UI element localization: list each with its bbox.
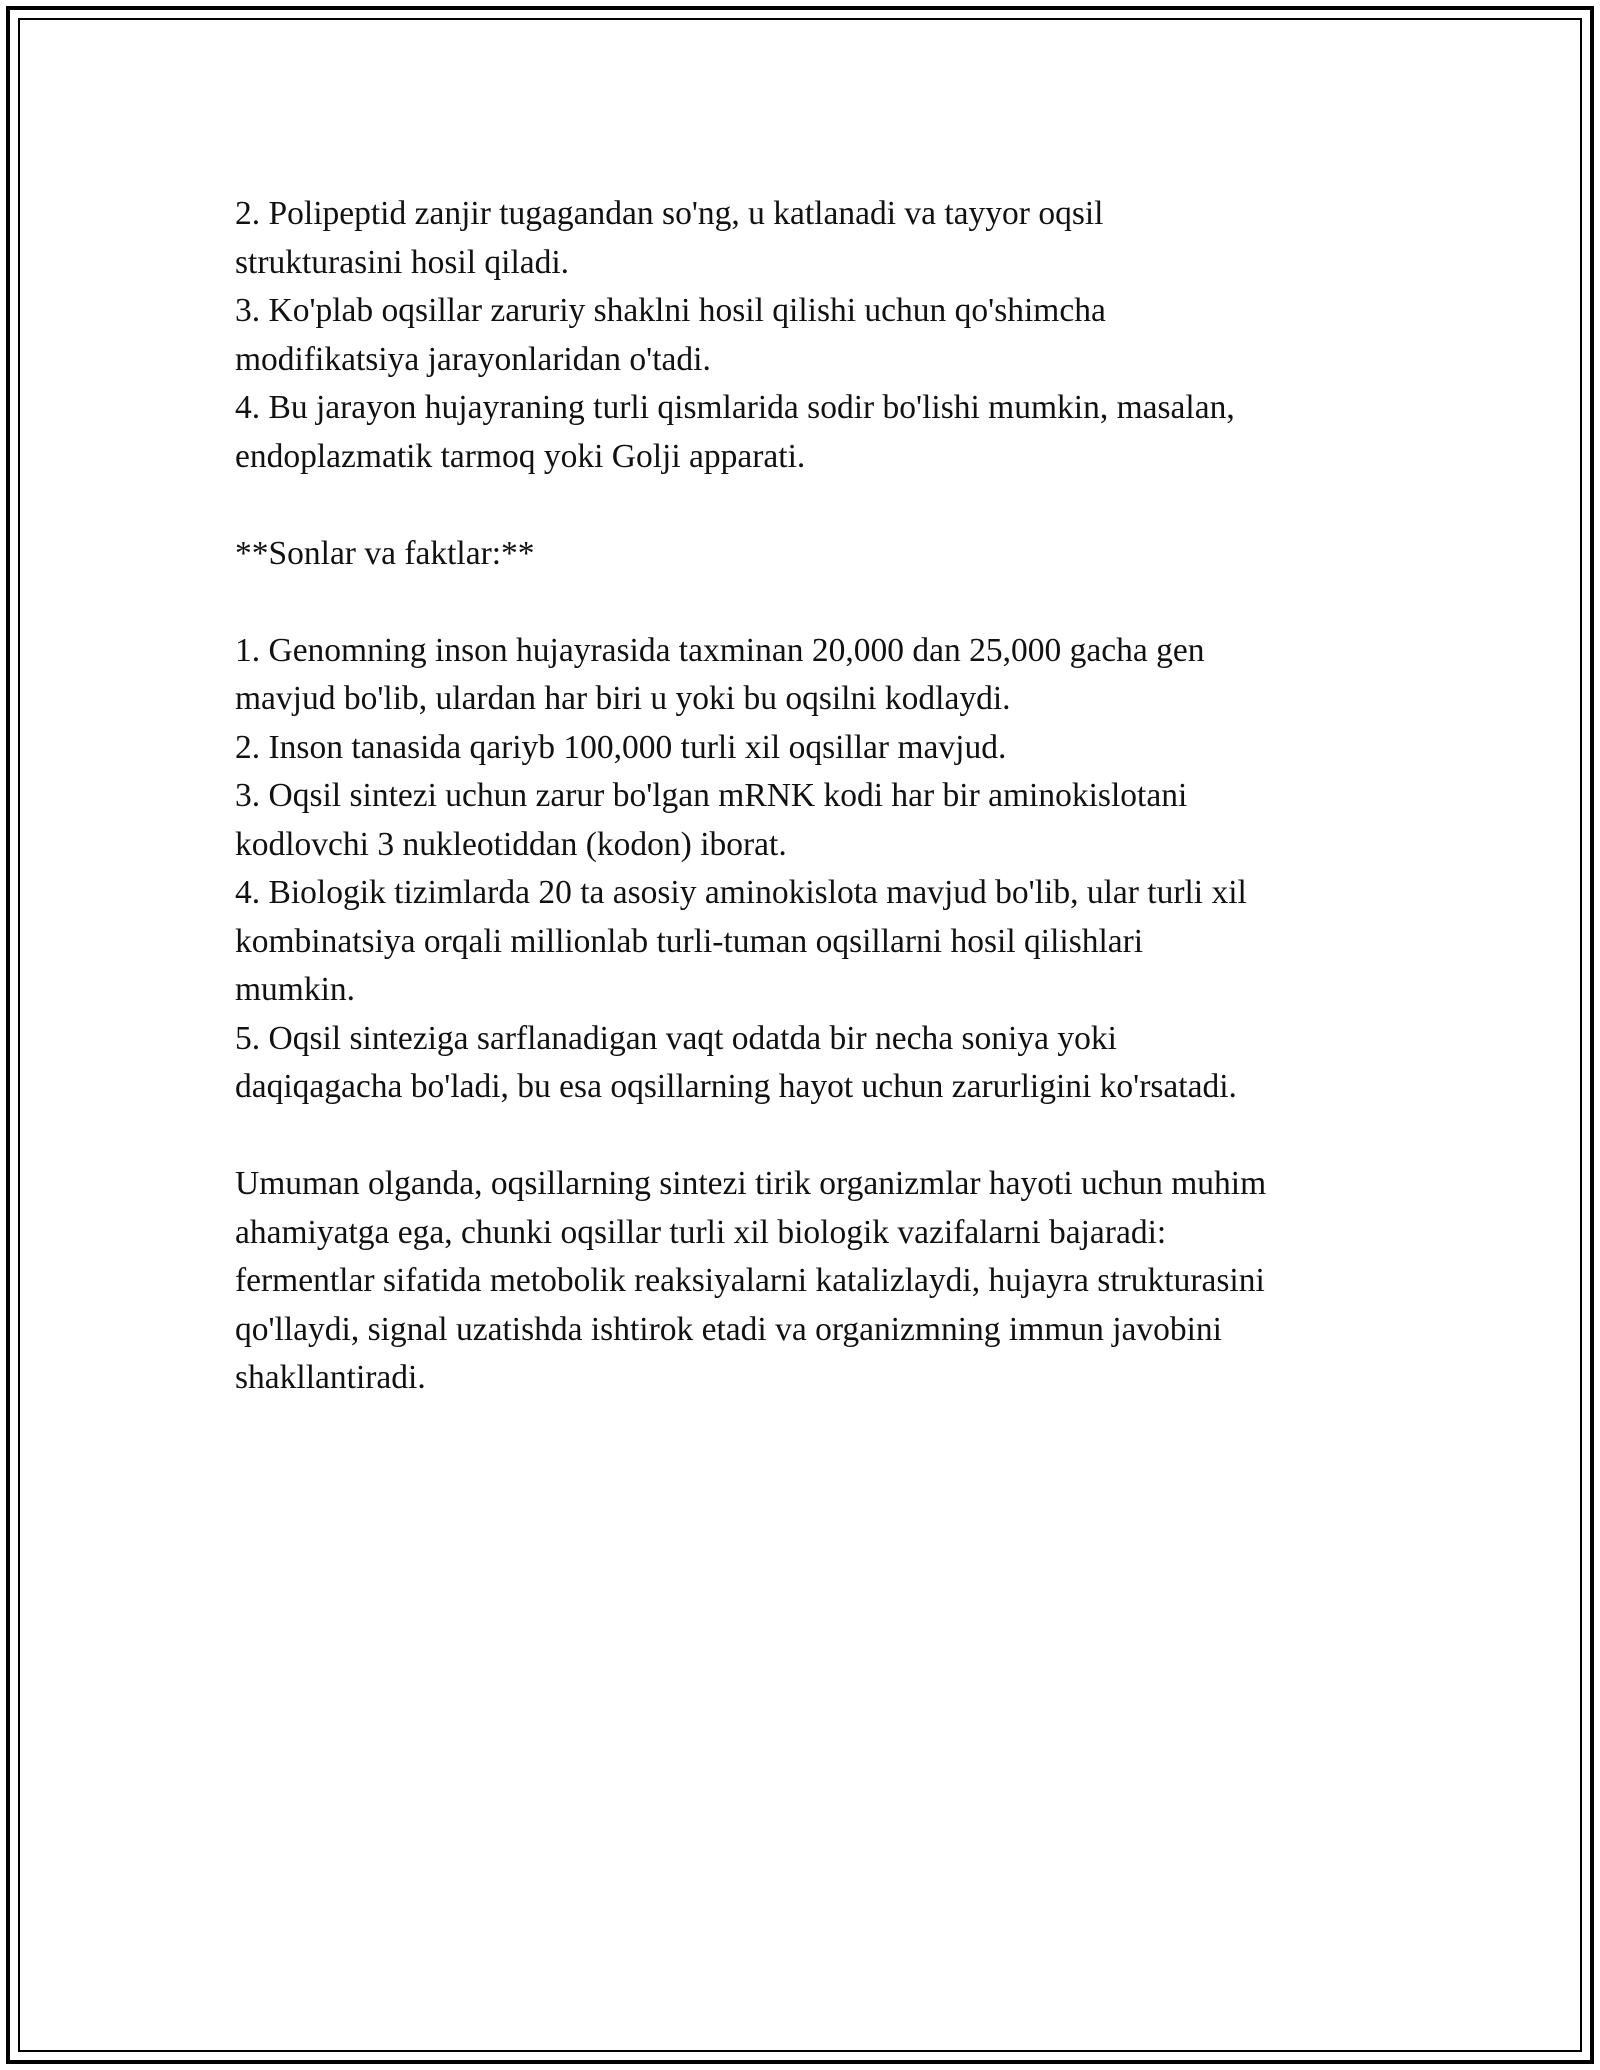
- text-line: mavjud bo'lib, ulardan har biri u yoki bu oqsilni kodlaydi.: [235, 680, 1011, 717]
- paragraph-gap: [235, 578, 1385, 627]
- text-line: 4. Bu jarayon hujayraning turli qismlarida sodir bo'lishi mumkin, masalan,: [235, 389, 1235, 426]
- text-line: Umuman olganda, oqsillarning sintezi tirik organizmlar hayoti uchun muhim: [235, 1165, 1267, 1202]
- text-line: fermentlar sifatida metobolik reaksiyalarni katalizlaydi, hujayra strukturasini: [235, 1262, 1265, 1299]
- text-line: ahamiyatga ega, chunki oqsillar turli xil biologik vazifalarni bajaradi:: [235, 1213, 1167, 1251]
- section-heading: **Sonlar va faktlar:**: [235, 534, 535, 572]
- text-line: kodlovchi 3 nukleotiddan (kodon) iborat.: [235, 825, 787, 863]
- facts-list: [235, 627, 1385, 1112]
- text-line: 3. Oqsil sintezi uchun zarur bo'lgan mRNK kodi har bir aminokislotani: [235, 777, 1188, 814]
- text-line: 5. Oqsil sinteziga sarflanadigan vaqt odatda bir necha soniya yoki: [235, 1019, 1117, 1057]
- text-line: 3. Ko'plab oqsillar zaruriy shaklni hosil qilishi uchun qo'shimcha: [235, 292, 1106, 329]
- text-line: daqiqagacha bo'ladi, bu esa oqsillarning hayot uchun zarurligini ko'rsatadi.: [235, 1068, 1237, 1105]
- text-line: kombinatsiya orqali millionlab turli-tuman oqsillarni hosil qilishlari: [235, 922, 1144, 960]
- paragraph-gap: [235, 481, 1385, 530]
- text-line: mumkin.: [235, 971, 356, 1008]
- text-line: shakllantiradi.: [235, 1359, 426, 1396]
- conclusion-paragraph: [235, 1160, 1385, 1403]
- paragraph-gap: [235, 1112, 1385, 1161]
- intro-list: [235, 190, 1385, 481]
- text-line: qo'llaydi, signal uzatishda ishtirok etadi va organizmning immun javobini: [235, 1310, 1222, 1348]
- text-line: 2. Polipeptid zanjir tugagandan so'ng, u katlanadi va tayyor oqsil: [235, 195, 1104, 232]
- text-line: 2. Inson tanasida qariyb 100,000 turli xil oqsillar mavjud.: [235, 728, 1007, 766]
- text-line: 1. Genomning inson hujayrasida taxminan 20,000 dan 25,000 gacha gen: [235, 631, 1205, 669]
- text-line: modifikatsiya jarayonlaridan o'tadi.: [235, 340, 711, 378]
- document-body: [235, 190, 1385, 1403]
- text-line: endoplazmatik tarmoq yoki Golji apparati.: [235, 437, 806, 475]
- text-line: strukturasini hosil qiladi.: [235, 243, 570, 281]
- text-line: 4. Biologik tizimlarda 20 ta asosiy aminokislota mavjud bo'lib, ular turli xil: [235, 874, 1247, 911]
